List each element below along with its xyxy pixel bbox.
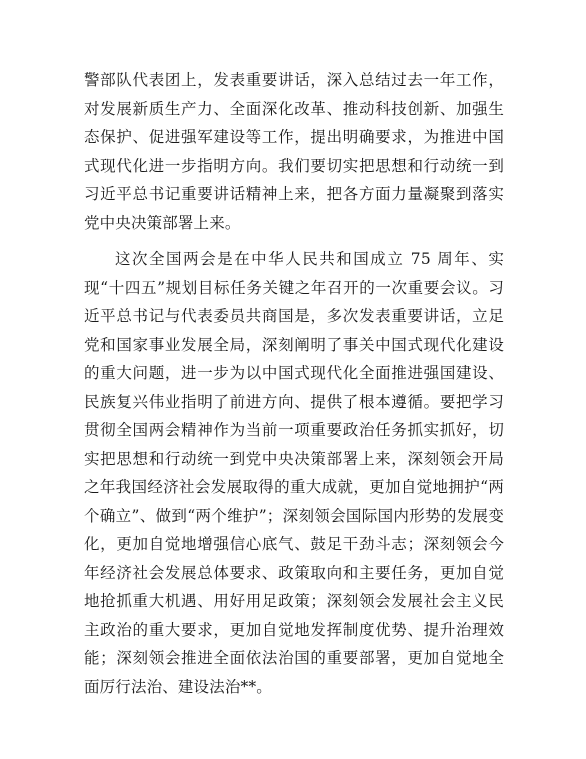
paragraph-continued: 警部队代表团上，发表重要讲话，深入总结过去一年工作，对发展新质生产力、全面深化改革、推动科技创新、加强生态保护、促进强军建设等工作，提出明确要求，为推进中国式现代化进一步指明方向。我们要切实把思想和行动统一到习近平总书记重要讲话精神上来，把各方面力量凝聚到落实党中央决策部署上来。 — [84, 71, 504, 232]
document-body — [84, 66, 504, 709]
paragraph-two-sessions: 这次全国两会是在中华人民共和国成立 75 周年、实现“十四五”规划目标任务关键之年召开的一次重要会议。习近平总书记与代表委员共商国是，多次发表重要讲话，立足党和国家事业发展全局，深刻阐明了事关中国式现代化建设的重大问题，进一步为以中国式现代化全面推进强国建设、民族复兴伟业指明了前进方向、提供了根本遵循。要把学习贯彻全国两会精神作为当前一项重要政治任务抓实抓好，切实把思想和行动统一到党中央决策部署上来，深刻领会开局之年我国经济社会发展取得的重大成就，更加自觉地拥护“两个确立”、做到“两个维护”；深刻领会国际国内形势的发展变化，更加自觉地增强信心底气、鼓足干劲斗志；深刻领会今年经济社会发展总体要求、政策取向和主要任务，更加自觉地抢抓重大机遇、用好用足政策；深刻领会发展社会主义民主政治的重大要求，更加自觉地发挥制度优势、提升治理效能；深刻领会推进全面依法治国的重要部署，更加自觉地全面厉行法治、建设法治**。 — [84, 250, 504, 696]
